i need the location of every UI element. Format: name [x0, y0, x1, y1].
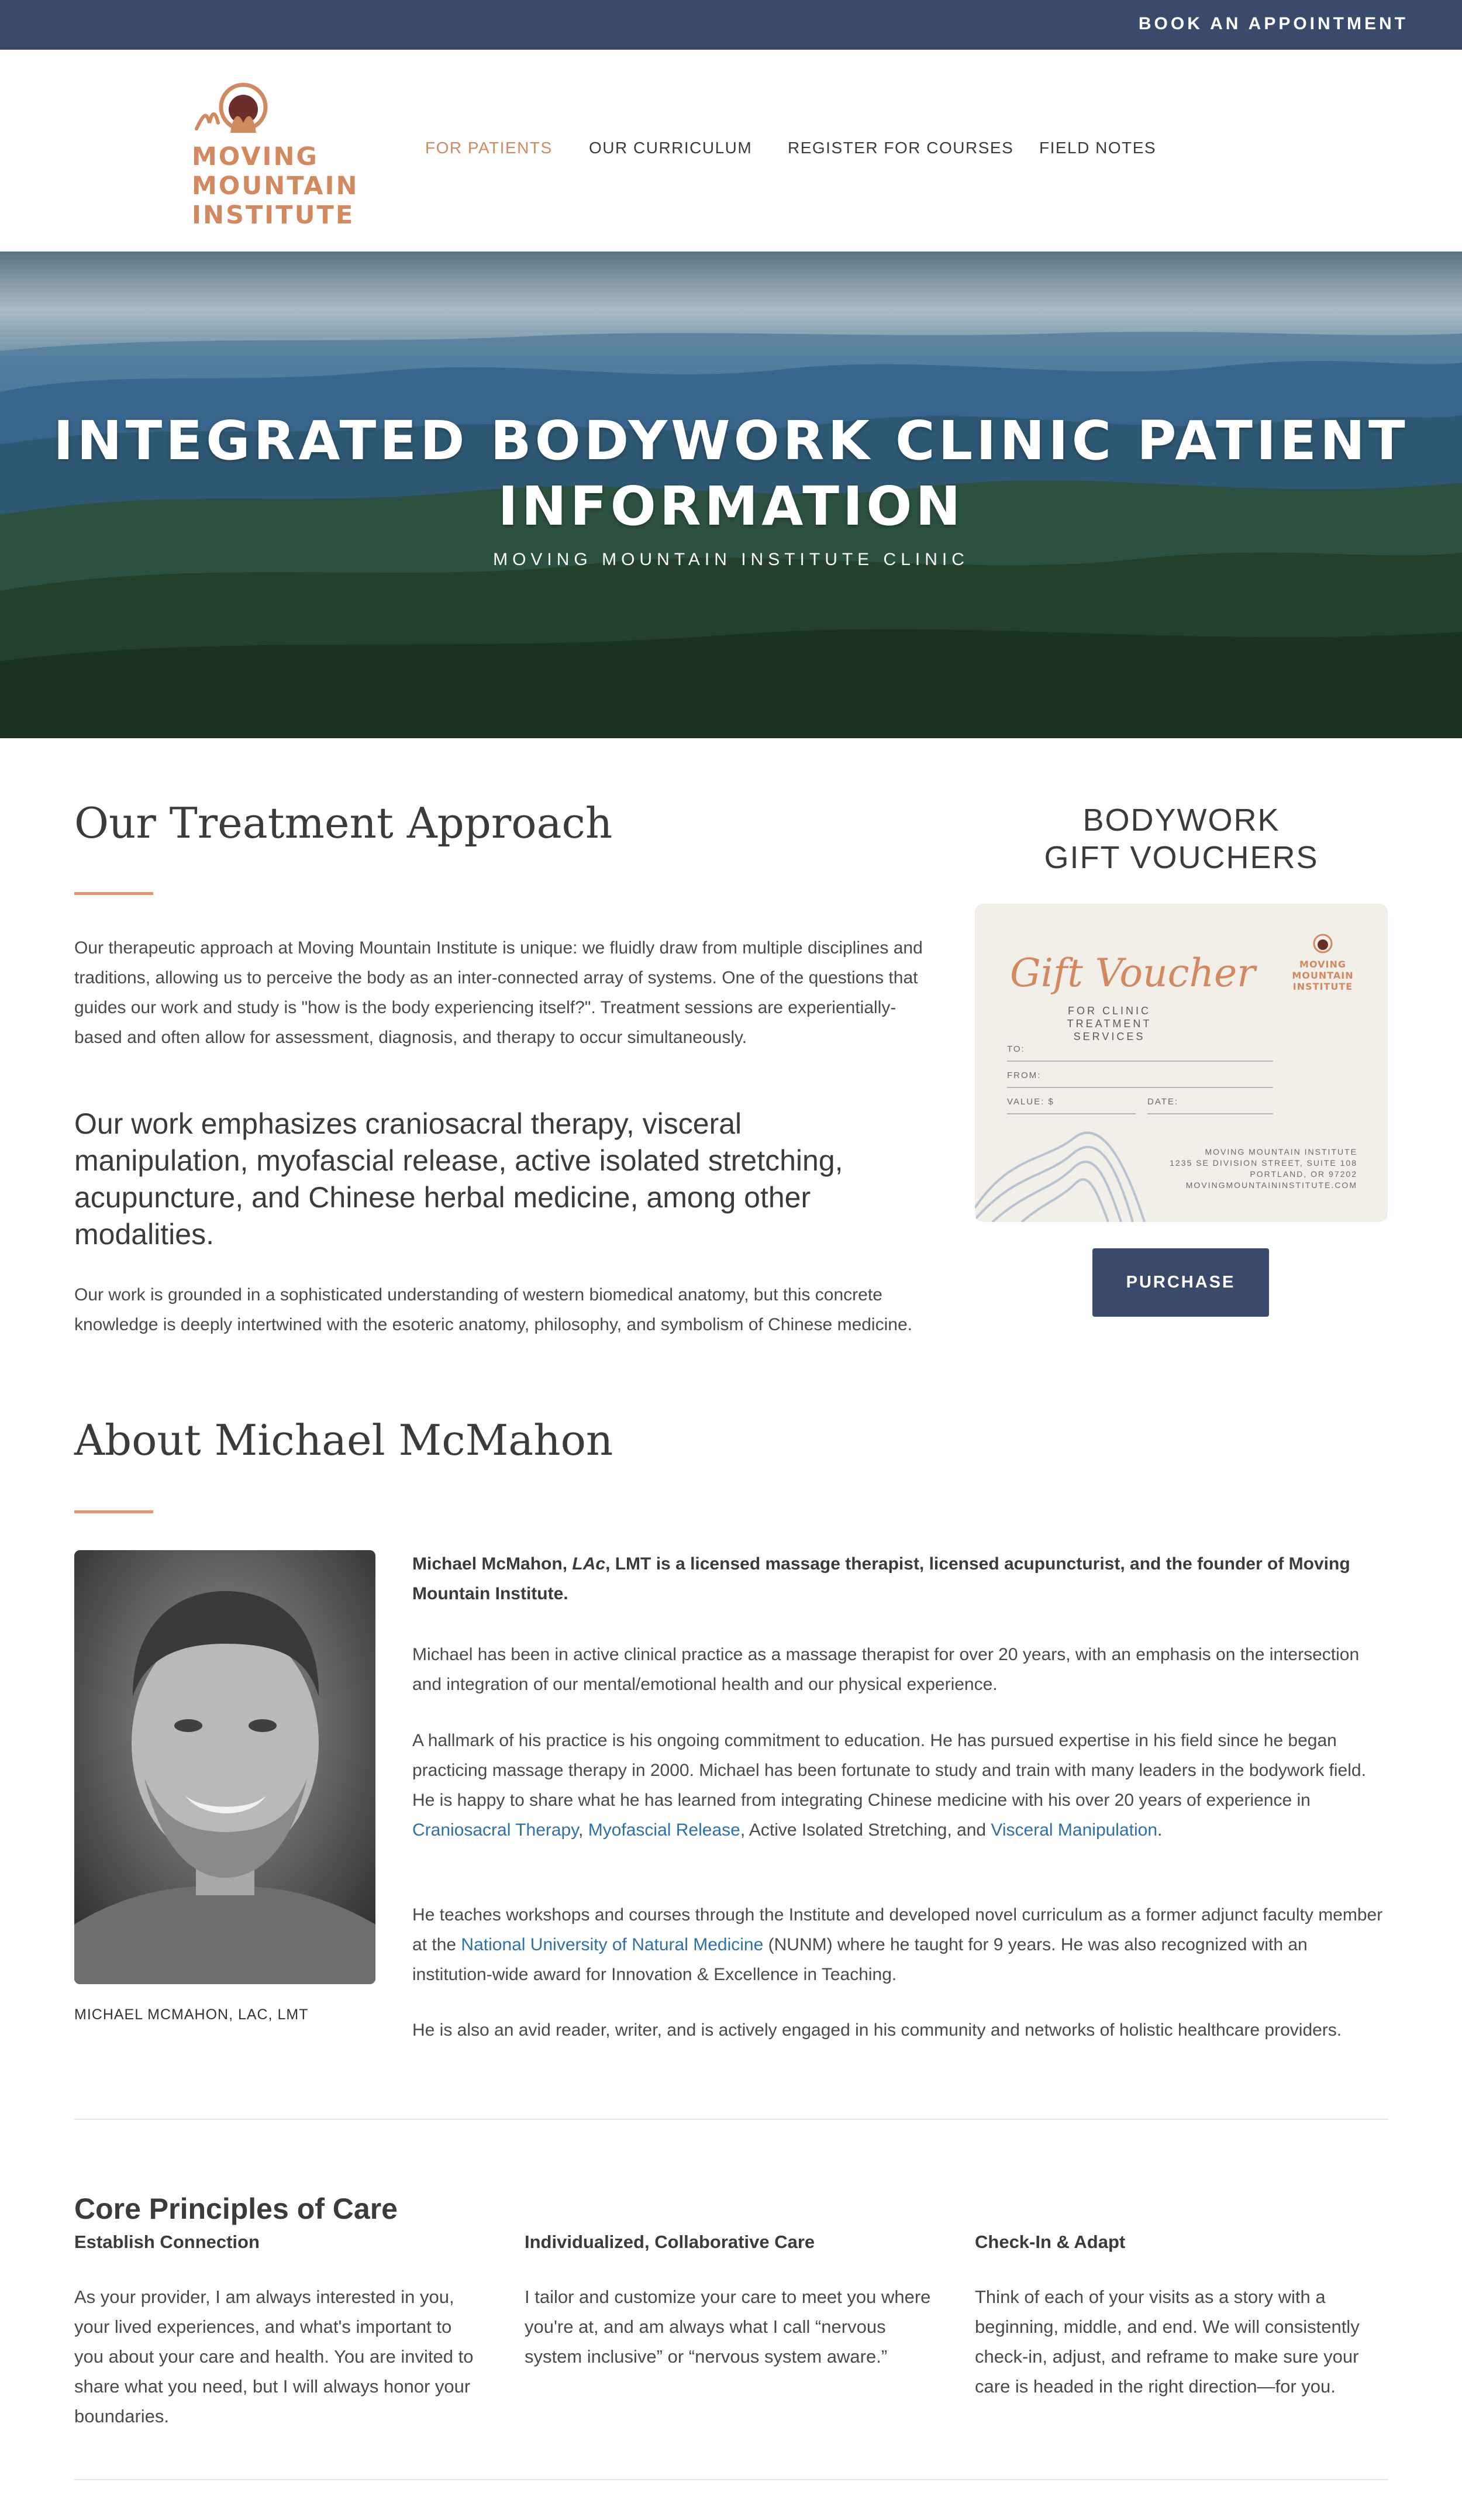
hero-title-line-1: INTEGRATED BODYWORK CLINIC PATIENT	[53, 409, 1409, 472]
bio-intro	[412, 1549, 1386, 1609]
mountain-logo-icon	[192, 79, 274, 137]
approach-paragraph-2: Our work is grounded in a sophisticated understanding of western biomedical anatomy, but this concrete knowledge is deeply intertwined with the esoteric anatomy, philosophy, and symbolism of Chinese medicine.	[74, 1285, 912, 1334]
voucher-mini-logo-line-1: MOVING	[1299, 959, 1346, 970]
book-appointment-link[interactable]: BOOK AN APPOINTMENT	[1138, 14, 1408, 33]
voucher-address	[1170, 1147, 1357, 1191]
bio-intro-lac: LAc	[572, 1554, 606, 1574]
principle-text-2: I tailor and customize your care to meet you where you're at, and am always what I call “nervous system inclusive” or “nervous system aware.”	[525, 2287, 931, 2367]
visceral-manipulation-link[interactable]: Visceral Manipulation	[991, 1820, 1158, 1840]
michael-mcmahon-portrait	[74, 1550, 375, 1984]
bio-p4-text-b: (NUNM) where he taught for 9 years. He was also recognized with an institution-wide award for Innovation & Excellence in Teaching.	[412, 1935, 1308, 1984]
bio-paragraph-5: He is also an avid reader, writer, and is actively engaged in his community and networks of holistic healthcare providers.	[412, 2020, 1342, 2040]
top-bar	[0, 0, 1462, 50]
core-principles-heading: Core Principles of Care	[74, 2192, 398, 2225]
voucher-address-line-1: MOVING MOUNTAIN INSTITUTE	[1205, 1147, 1357, 1156]
section-divider-bottom	[74, 2479, 1388, 2480]
gift-vouchers-heading-line-2: GIFT VOUCHERS	[1044, 840, 1319, 875]
craniosacral-therapy-link[interactable]: Craniosacral Therapy	[412, 1820, 579, 1840]
voucher-mini-logo-line-3: INSTITUTE	[1292, 981, 1353, 992]
principle-text-1: As your provider, I am always interested in you, your lived experiences, and what's important to you about your care and health. You are invited to share what you need, but I will always honor your boundaries.	[74, 2287, 474, 2426]
bio-paragraph-3	[412, 1726, 1386, 1845]
bio-p3-text-b: , Active Isolated Stretching, and	[740, 1820, 991, 1840]
approach-accent-rule	[74, 892, 153, 895]
principle-heading-3: Check-In & Adapt	[975, 2232, 1126, 2252]
voucher-card-title: Gift Voucher	[1010, 951, 1256, 996]
logo-line-3: INSTITUTE	[192, 201, 355, 230]
principle-heading-1: Establish Connection	[74, 2232, 260, 2252]
bio-p3-separator: ,	[578, 1820, 588, 1840]
voucher-value-label: VALUE: $	[1007, 1097, 1054, 1107]
principle-text-3: Think of each of your visits as a story with a beginning, middle, and end. We will consistently check-in, adjust, and reframe to make sure your care is headed in the right direction—for you.	[975, 2287, 1360, 2397]
approach-paragraph-1: Our therapeutic approach at Moving Mountain Institute is unique: we fluidly draw from multiple disciplines and traditions, allowing us to perceive the body as an inter-connected array of systems. One of the questions that guides our work and study is "how is the body experiencing itself?". Treatment sessions are experientially-based and often allow for assessment, diagnosis, and therapy to occur simultaneously.	[74, 938, 923, 1047]
voucher-date-label: DATE:	[1147, 1097, 1179, 1107]
about-accent-rule	[74, 1510, 153, 1513]
voucher-address-line-4: MOVINGMOUNTAININSTITUTE.COM	[1185, 1180, 1357, 1190]
bio-paragraph-4	[412, 1900, 1386, 1989]
voucher-card-subtitle: FOR CLINIC TREATMENT SERVICES	[1067, 1005, 1152, 1042]
bio-p3-text-a: A hallmark of his practice is his ongoing commitment to education. He has pursued expertise in his field since he began practicing massage therapy in 2000. Michael has been fortunate to study and train with many leaders in the bodywork field. He is happy to share what he has learned from integrating Chinese medicine with his over 20 years of experience in	[412, 1731, 1366, 1810]
portrait-photo	[74, 1550, 375, 1984]
bio-p4-text-a: He teaches workshops and courses through the Institute and developed novel curriculum as a former adjunct faculty member at the	[412, 1905, 1383, 1954]
hero-title-line-2: INFORMATION	[498, 475, 964, 538]
logo-line-2: MOUNTAIN	[192, 171, 359, 201]
myofascial-release-link[interactable]: Myofascial Release	[588, 1820, 740, 1840]
nunm-link[interactable]: National University of Natural Medicine	[461, 1935, 764, 1954]
principle-column-1	[74, 2232, 484, 2431]
voucher-address-line-2: 1235 SE DIVISION STREET, SUITE 108	[1170, 1158, 1357, 1168]
approach-lead-text: Our work emphasizes craniosacral therapy, visceral manipulation, myofascial release, active isolated stretching, acupuncture, and Chinese herbal medicine, among other modalities.	[74, 1107, 843, 1251]
voucher-from-label: FROM:	[1007, 1070, 1042, 1080]
nav-register-for-courses[interactable]: REGISTER FOR COURSES	[788, 139, 1014, 157]
hero-subtitle: MOVING MOUNTAIN INSTITUTE CLINIC	[493, 550, 969, 569]
nav-field-notes[interactable]: FIELD NOTES	[1039, 139, 1157, 157]
bio-intro-strong	[412, 1554, 1350, 1603]
site-header	[0, 50, 1462, 252]
principle-heading-2: Individualized, Collaborative Care	[525, 2232, 815, 2252]
gift-vouchers-heading	[975, 801, 1388, 876]
voucher-to-label: TO:	[1007, 1044, 1025, 1054]
portrait-caption: MICHAEL MCMAHON, LAC, LMT	[74, 2006, 309, 2023]
principle-column-3	[975, 2232, 1384, 2401]
gift-voucher-image[interactable]	[975, 904, 1388, 1222]
voucher-mini-logo-line-2: MOUNTAIN	[1292, 970, 1354, 981]
nav-for-patients[interactable]: FOR PATIENTS	[425, 139, 553, 157]
approach-heading: Our Treatment Approach	[74, 798, 613, 848]
hero-title	[0, 408, 1462, 539]
logo-line-1: MOVING	[192, 142, 319, 171]
nav-our-curriculum[interactable]: OUR CURRICULUM	[589, 139, 753, 157]
hero-banner	[0, 252, 1462, 738]
site-logo[interactable]	[192, 79, 361, 230]
principle-column-2	[525, 2232, 934, 2371]
bio-p3-end: .	[1157, 1820, 1163, 1840]
gift-vouchers-heading-line-1: BODYWORK	[1082, 803, 1280, 838]
bio-paragraph-2: Michael has been in active clinical practice as a massage therapist for over 20 years, with an emphasis on the intersection and integration of our mental/emotional health and our physical experience.	[412, 1645, 1360, 1694]
logo-wordmark	[192, 142, 359, 230]
about-heading: About Michael McMahon	[74, 1416, 613, 1465]
voucher-address-line-3: PORTLAND, OR 97202	[1250, 1169, 1357, 1179]
section-divider-top	[74, 2119, 1388, 2120]
purchase-button[interactable]: PURCHASE	[1092, 1248, 1269, 1317]
bio-intro-name: Michael McMahon,	[412, 1554, 573, 1574]
bio-intro-rest: , LMT is a licensed massage therapist, licensed acupuncturist, and the founder of Moving Mountain Institute.	[412, 1554, 1350, 1603]
